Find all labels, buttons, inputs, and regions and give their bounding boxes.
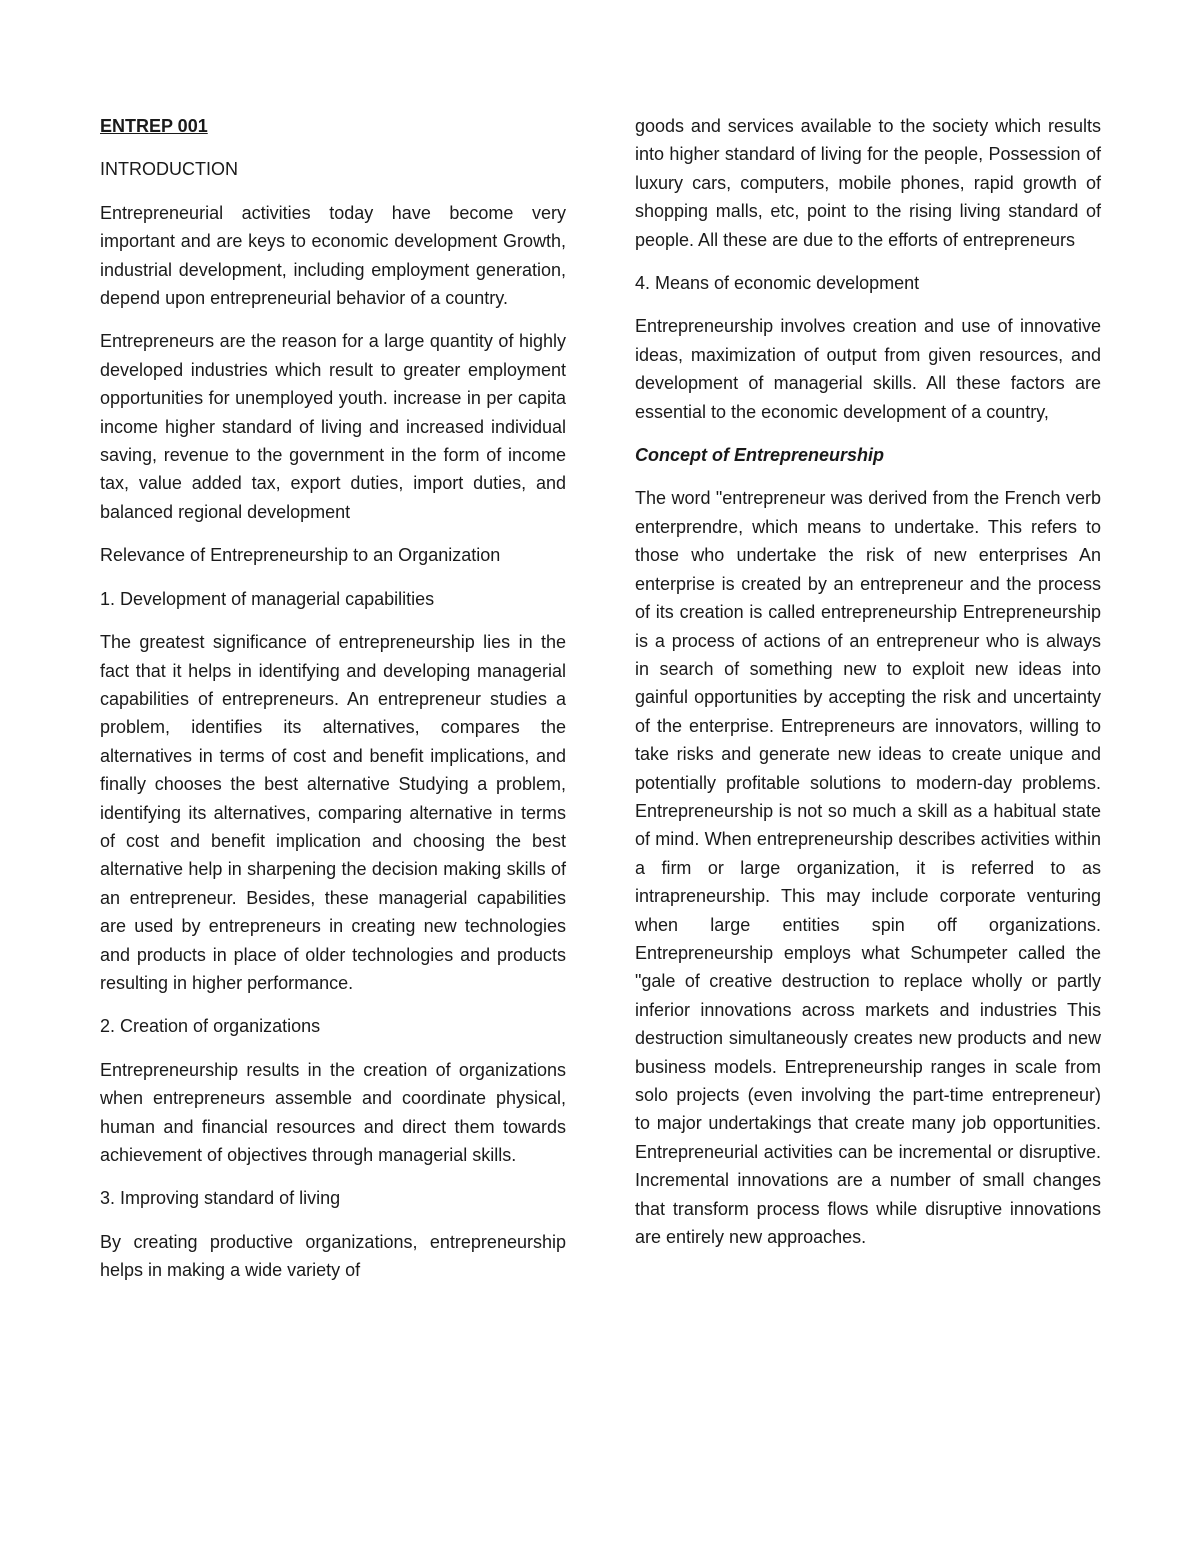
item3-heading: 3. Improving standard of living [100, 1188, 341, 1209]
intro-paragraph: Entrepreneurial activities today have become very important and are keys to economic development Growth, industrial development, including employment generation, depend upon entrepreneurial behavior of a country. [100, 202, 566, 309]
item4-heading: 4. Means of economic development [635, 273, 920, 294]
reason-paragraph: Entrepreneurs are the reason for a large quantity of highly developed industries which result to greater employment opportunities for unemployed youth. increase in per capita income higher standard of living and increased individual saving, revenue to the government in the form of income tax, value added tax, export duties, import duties, and balanced regional development [100, 331, 566, 522]
item2-heading: 2. Creation of organizations [100, 1016, 321, 1037]
item3-paragraph-continued: goods and services available to the society which results into higher standard of living for the people, Possession of luxury cars, computers, mobile phones, rapid growth of shopping malls, etc, point to the rising living standard of people. All these are due to the efforts of entrepreneurs [635, 116, 1101, 250]
introduction-heading: INTRODUCTION [100, 159, 238, 180]
course-code-heading: ENTREP 001 [100, 116, 208, 136]
concept-paragraph: The word "entrepreneur was derived from the French verb enterprendre, which means to undertake. This refers to those who undertake the risk of new enterprises An enterprise is created by an entrepreneur and the process of its creation is called entrepreneurship Entrepreneurship is a process of actions of an entrepreneur who is always in search of something new to exploit new ideas into gainful opportunities by accepting the risk and uncertainty of the enterprise. Entrepreneurs are innovators, willing to take risks and generate new ideas to create unique and potentially profitable solutions to modern-day problems. Entrepreneurship is not so much a skill as a habitual state of mind. When entrepreneurship describes activities within a firm or large organization, it is referred to as intrapreneurship. This may include corporate venturing when large entities spin off organizations. Entrepreneurship employs what Schumpeter called the "gale of creative destruction to replace wholly or partly inferior innovations across markets and industries This destruction simultaneously creates new products and new business models. Entrepreneurship ranges in scale from solo projects (even involving the part-time entrepreneur) to major undertakings that create many job opportunities. Entrepreneurial activities can be incremental or disruptive. Incremental innovations are a number of small changes that transform process flows while disruptive innovations are entirely new approaches. [635, 488, 1101, 1248]
item1-paragraph: The greatest significance of entrepreneurship lies in the fact that it helps in identifying and developing managerial capabilities of entrepreneurs. An entrepreneur studies a problem, identifies its alternatives, compares the alternatives in terms of cost and benefit implications, and finally chooses the best alternative Studying a problem, identifying its alternatives, comparing alternative in terms of cost and benefit implication and choosing the best alternative help in sharpening the decision making skills of an entrepreneur. Besides, these managerial capabilities are used by entrepreneurs in creating new technologies and products in place of older technologies and products resulting in higher performance. [100, 632, 566, 993]
left-column [100, 112, 566, 1300]
relevance-heading: Relevance of Entrepreneurship to an Organization [100, 545, 501, 566]
item2-paragraph: Entrepreneurship results in the creation of organizations when entrepreneurs assemble and coordinate physical, human and financial resources and direct them towards achievement of objectives through managerial skills. [100, 1059, 566, 1165]
item4-paragraph: Entrepreneurship involves creation and use of innovative ideas, maximization of output from given resources, and development of managerial skills. All these factors are essential to the economic development of a country, [635, 316, 1101, 422]
item1-heading: 1. Development of managerial capabilities [100, 588, 435, 609]
item3-paragraph-start: By creating productive organizations, entrepreneurship helps in making a wide variety of [100, 1231, 566, 1281]
right-column [635, 112, 1101, 1266]
concept-heading: Concept of Entrepreneurship [635, 445, 885, 466]
